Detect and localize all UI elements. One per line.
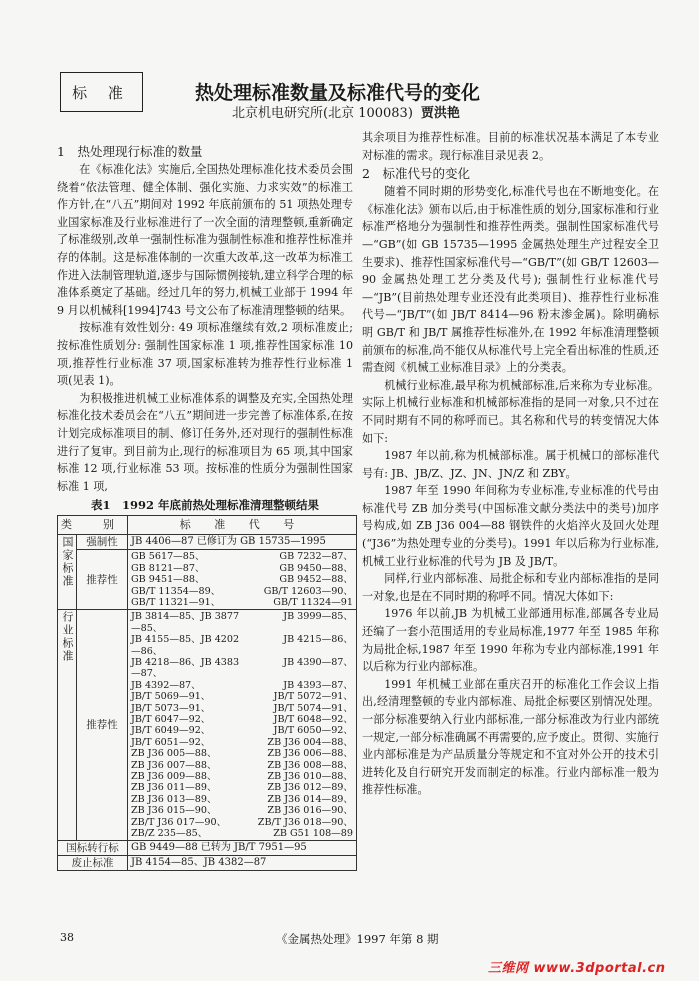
- abolished-label: 废止标准: [58, 856, 128, 871]
- section-1-heading: 1 热处理现行标准的数量: [57, 144, 203, 159]
- code-item: GB/T 11354—89、: [131, 585, 221, 597]
- code-item: ZB G51 108—89: [273, 828, 353, 840]
- code-item: GB/T 11324—91: [273, 596, 353, 608]
- journal-footer: 《金属热处理》1997 年第 8 期: [276, 932, 439, 946]
- code-list: [131, 611, 353, 839]
- code-item: JB/T 5073—91、: [131, 702, 211, 714]
- paragraph: 按标准有效性划分: 49 项标准继续有效,2 项标准废止; 按标准性质划分: 强制性国家标准 1 项,推荐性国家标准 10 项,推荐性行业标准 37 项,国家标准转为推荐性行业标准 1 项(见表 1)。: [57, 321, 353, 388]
- code-item: ZB J36 013—89、: [131, 793, 217, 805]
- code-item: JB 4215—86、: [283, 634, 353, 646]
- code-item: ZB J36 016—90、: [267, 805, 353, 817]
- left-column: [57, 142, 353, 871]
- mandatory-codes: JB 4406—87 已修订为 GB 15735—1995: [128, 535, 357, 550]
- code-item: ZB J36 009—88、: [131, 771, 217, 782]
- code-item: ZB J36 004—88、: [267, 736, 353, 748]
- code-item: JB/T 6047—92、: [131, 713, 211, 725]
- code-item: ZB J36 012—89、: [267, 782, 353, 794]
- code-item: ZB J36 014—89、: [267, 793, 353, 805]
- article-title: 热处理标准数量及标准代号的变化: [195, 82, 481, 104]
- section-2-heading: 2 标准代号的变化: [362, 166, 470, 182]
- code-item: ZB J36 006—88、: [267, 748, 353, 760]
- paragraph: 为积极推进机械工业标准体系的调整及充实,全国热处理标准化技术委员会在“八五”期间进一步完善了标准体系,在按计划完成标准项目的制、修订任务外,还对现行的强制性标准进行了复审。到目前为止,现行的标准项目为 65 项,其中国家标准 12 项,行业标准 53 项。按标准的性质分为强制性国家标准 1 项,: [57, 391, 353, 493]
- table-row: [58, 550, 357, 610]
- table-row: [58, 856, 357, 871]
- code-item: JB/T 5072—91、: [273, 691, 353, 703]
- paragraph: 随着不同时期的形势变化,标准代号也在不断地变化。在《标准化法》颁布以后,由于标准性质的划分,国家标准和行业标准严格地分为强制性和推荐性两类。强制性国家标准代号—“GB”(如 GB 15735—1995 金属热处理生产过程安全卫生要求)、推荐性国家标准代号—“GB/T”(如 GB/T 12603—90 金属热处理工艺分类及代号); 强制性行业标准代号—“JB”(目前热处理专业还没有此类项目)、推荐性行业标准代号—“JB/T”(如 JB/T 8414—96 粉末渗金属)。除明确标明 GB/T 和 JB/T 属推荐性标准外,在 1992 年标准清理整顿前颁布的标准,尚不能仅从标准代号上完全看出标准的性质,还需查阅《机械工业标准目录》上的分类表。: [362, 185, 659, 375]
- code-item: ZB/Z 235—85、: [131, 828, 208, 840]
- code-item: JB 4390—87、: [283, 656, 353, 668]
- code-item: ZB/T J36 017—90、: [131, 816, 227, 828]
- code-item: ZB J36 011—89、: [131, 782, 217, 794]
- table-row: [58, 610, 357, 841]
- code-item: JB 4218—86、JB 4383—87、: [131, 656, 240, 680]
- category-header: 类 别: [58, 516, 128, 535]
- paragraph: 其余项目为推荐性标准。目前的标准状况基本满足了本专业对标准的需求。现行标准目录见表 2。: [362, 131, 659, 162]
- code-item: JB/T 6049—92、: [131, 725, 211, 737]
- affiliation: 北京机电研究所(北京 100083): [232, 106, 413, 121]
- national-category: 国家标准: [58, 535, 77, 610]
- paragraph: 同样,行业内部标准、局批企标和专业内部标准指的是同一对象,也是在不同时期的称呼不同。情况大体如下:: [362, 572, 659, 603]
- national-recommended-codes: [128, 550, 357, 610]
- code-item: GB 5617—85、: [131, 551, 205, 563]
- page-number: 38: [60, 931, 74, 944]
- paragraph: 1987 年以前,称为机械部标准。属于机械口的部标准代号有: JB、JB/Z、JZ、JN、JN/Z 和 ZBY。: [362, 449, 659, 480]
- code-item: GB 9451—88、: [131, 574, 205, 586]
- code-item: ZB J36 007—88、: [131, 759, 217, 771]
- affiliation-line: [232, 102, 460, 121]
- codes-header: 标 准 代 号: [128, 516, 357, 535]
- code-item: GB 9452—88、: [279, 574, 353, 586]
- code-item: JB/T 6051—92、: [131, 736, 211, 748]
- industry-category: 行业标准: [58, 610, 77, 841]
- code-item: ZB J36 010—88、: [267, 771, 353, 782]
- table-caption: 表1 1992 年底前热处理标准清理整顿结果: [90, 498, 319, 513]
- table-row: [58, 841, 357, 856]
- results-table: [57, 515, 357, 871]
- code-item: JB 3814—85、JB 3877—85、: [131, 611, 240, 634]
- transfer-label: 国标转行标: [58, 841, 128, 856]
- code-item: JB/T 6048—92、: [273, 713, 353, 725]
- code-item: ZB J36 015—90、: [131, 805, 217, 817]
- table-header-row: [58, 516, 357, 535]
- code-item: GB/T 11321—91、: [131, 596, 221, 608]
- code-item: JB/T 5069—91、: [131, 691, 211, 703]
- paragraph: 1976 年以前,JB 为机械工业部通用标准,部属各专业局还编了一套小范围适用的专业局标准,1977 年至 1985 年称为局批企标,1987 年至 1990 年称为专业内部标准,1991 年以后称为行业内部标准。: [362, 607, 659, 674]
- code-item: ZB J36 005—88、: [131, 748, 217, 760]
- code-item: JB 4392—87、: [131, 679, 201, 691]
- paragraph: 机械行业标准,最早称为机械部标准,后来称为专业标准。实际上机械行业标准和机械部标准指的是同一对象,只不过在不同时期有不同的称呼而已。其名称和代号的转变情况大体如下:: [362, 378, 659, 445]
- industry-recommended-codes: [128, 610, 357, 841]
- recommended-label: 推荐性: [77, 610, 128, 841]
- code-item: GB 9450—88、: [279, 562, 353, 574]
- code-item: JB 4393—87、: [283, 679, 353, 691]
- table-row: [58, 535, 357, 550]
- watermark: 三维网 www.3dportal.cn: [488, 961, 666, 976]
- paragraph: 1991 年机械工业部在重庆召开的标准化工作会议上指出,经清理整顿的专业内部标准、局批企标要区别情况处理。一部分标准要纳入行业内部标准,一部分标准改为行业内部统一规定,一部分标准确属不再需要的,应予废止。贯彻、实施行业内部标准是为产品质量分等规定和不宜对外公开的技术引进转化及自行研究开发而制定的标准。行业内部标准一般为推荐性标准。: [362, 677, 659, 797]
- right-column: [362, 129, 659, 799]
- abolished-codes: JB 4154—85、JB 4382—87: [128, 856, 357, 871]
- code-item: GB 7232—87、: [279, 551, 353, 563]
- code-item: ZB/T J36 018—90、: [257, 816, 353, 828]
- author: 贾洪艳: [420, 106, 460, 121]
- paragraph: 1987 年至 1990 年间称为专业标准,专业标准的代号由标准代号 ZB 加分类号(中国标准文献分类法中的类号)加序号构成,如 ZB J36 004—88 钢铁件的火焰淬火及回火处理(“J36”为热处理专业的分类号)。1991 年以后称为行业标准,机械工业行业标准的代号为 JB 及 JB/T。: [362, 484, 659, 568]
- recommended-label: 推荐性: [77, 550, 128, 610]
- code-item: GB/T 12603—90、: [263, 585, 353, 597]
- section-label: 标 准: [60, 72, 143, 112]
- code-item: JB/T 5074—91、: [273, 702, 353, 714]
- mandatory-label: 强制性: [77, 535, 128, 550]
- code-list: [131, 551, 353, 608]
- code-item: ZB J36 008—88、: [267, 759, 353, 771]
- code-item: GB 8121—87、: [131, 562, 205, 574]
- paragraph: 在《标准化法》实施后,全国热处理标准化技术委员会围绕着“依法管理、健全体制、强化实施、力求实效”的标准工作方针,在“八五”期间对 1992 年底前颁布的 51 项热处理专业国家标准及行业标准进行了一次全面的清理整顿,重新确定了标准级别,改单一强制性标准为强制性标准和推荐性标准并存的体制。这是标准体制的一次重大改革,这一改革为标准工作进入法制管理轨道,逐步与国际惯例接轨,建立科学合理的标准体系奠定了基础。经过几年的努力,机械工业部于 1994 年 9 月以机械科[1994]743 号文公布了标准清理整顿的结果。: [57, 163, 353, 317]
- transfer-codes: GB 9449—88 已转为 JB/T 7951—95: [128, 841, 357, 856]
- code-item: JB 3999—85、: [283, 611, 353, 623]
- code-item: JB/T 6050—92、: [273, 725, 353, 737]
- code-item: JB 4155—85、JB 4202—86、: [131, 634, 240, 657]
